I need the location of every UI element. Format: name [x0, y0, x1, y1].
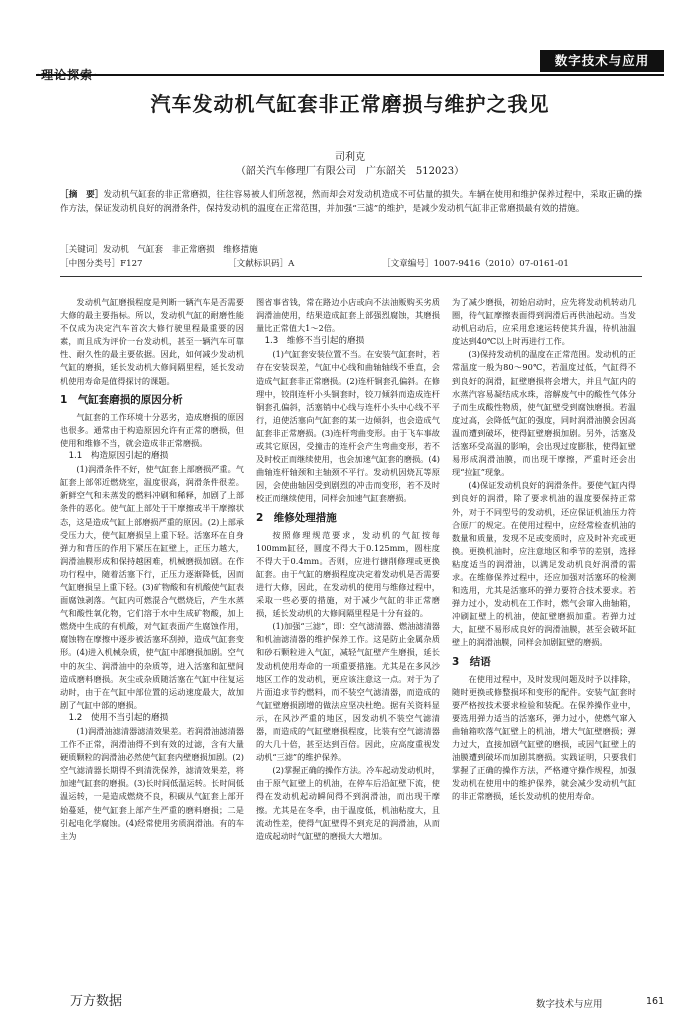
page-number: 161	[646, 996, 665, 1007]
affiliation: （韶关汽车修理厂有限公司 广东韶关 512023）	[235, 166, 465, 177]
paragraph: 按照修理规范要求，发动机的气缸按每100mm缸径，圆度不得大于0.125mm，圆柱度不得大于0.4mm。否则，应进行搪削修理或更换缸套。由于气缸的磨损程度决定着发动机是否需要进行大修，因此，在发动机的使用与维修过程中，采取一些必要的措施，对于减少气缸的非正常磨损，延长发动机的大修间隔里程是十分有益的。	[256, 529, 440, 619]
abstract-text: 发动机气缸套的非正常磨损，往往容易被人们所忽视，然而却会对发动机造成不可估量的损失。车辆在使用和维护保养过程中，采取正确的操作方法，保证发动机良好的润滑条件，保持发动机的温度在正常范围，并加强“三滤”的维护，是减少发动机气缸非正常磨损最有效的措施。	[60, 190, 642, 214]
paragraph: (1)加强“三滤”，即：空气滤清器、燃油滤清器和机油滤清器的维护保养工作。这是防止金属杂质和砂石颗粒进入气缸，减轻气缸壁产生磨损，延长发动机使用寿命的一项重要措施。尤其是在多风沙地区工作的发动机，更应该注意这一点。对于为了片面追求节约燃料，而不装空气滤清器，而造成的气缸壁磨损剧增的做法应坚决杜绝。据有关资料显示，在风沙严重的地区，因发动机不装空气滤清器，而造成的气缸壁磨损程度，比装有空气滤清器的大几十倍，甚至达到百倍。因此，应高度重视发动机“三滤”的维护保养。	[256, 621, 440, 763]
abstract-label: ［摘 要］	[60, 190, 104, 200]
article-title: 汽车发动机气缸套非正常磨损与维护之我见	[150, 92, 550, 116]
section-heading: 2 维修处理措施	[256, 511, 337, 524]
journal-badge: 数字技术与应用	[540, 50, 664, 72]
subsection-heading: 1.3 维修不当引起的磨损	[264, 336, 365, 347]
paragraph: (1)润滑条件不好，使气缸套上部磨损严重。气缸套上部邻近燃烧室，温度很高，润滑条件很差。新鲜空气和未蒸发的燃料冲刷和稀释，加剧了上部条件的恶化。使气缸上部处于干摩擦或半干摩擦状态，这是造成气缸上部磨损严重的原因。(2)上部承受压力大，使气缸磨损呈上重下轻。活塞环在自身弹力和背压的作用下紧压在缸壁上，正压力越大，润滑油膜形成和保持越困难，机械磨损加剧。在作功行程中，随着活塞下行，正压力逐渐降低，因而气缸磨损呈上重下轻。(3)矿物酸和有机酸使气缸表面腐蚀剥落。气缸内可燃混合气燃烧后，产生水蒸气和酸性氧化物，它们溶于水中生成矿物酸，加上燃烧中生成的有机酸，对气缸表面产生腐蚀作用，腐蚀物在摩擦中逐步被活塞环刮掉，造成气缸套变形。(4)进入机械杂质，使气缸中部磨损加剧。空气中的灰尘、润滑油中的杂质等，进入活塞和缸壁间造成磨料磨损。灰尘或杂质随活塞在气缸中往复运动时，由于在气缸中部位置的运动速度最大，故加剧了气缸中部的磨损。	[60, 464, 244, 710]
paragraph: 气缸套的工作环境十分恶劣，造成磨损的原因也很多。通常由于构造原因允许有正常的磨损，但使用和维修不当，就会造成非正常磨损。	[60, 411, 244, 448]
paragraph: 图省事省钱，常在路边小店或向不法油贩购买劣质润滑油使用，结果造成缸套上部强烈腐蚀，其磨损量比正常值大1～2倍。	[256, 297, 440, 334]
body-column-3	[452, 296, 636, 804]
section-heading: 3 结语	[452, 655, 491, 668]
paragraph: 为了减少磨损，初始启动时，应先将发动机转动几圈，待气缸摩擦表面得到润滑后再供油起动。当发动机启动后，应采用怠速运转使其升温，待机油温度达到40℃以上时再进行工作。	[452, 297, 636, 347]
subsection-heading: 1.1 构造原因引起的磨损	[68, 451, 169, 462]
clc-number: ［中图分类号］F127	[60, 259, 143, 269]
body-column-2	[256, 296, 440, 843]
paragraph: (2)掌握正确的操作方法。冷车起动发动机时，由于原气缸壁上的机油，在停车后沿缸壁下流，使得在发动机起动瞬间得不到润滑油，而出现干摩擦。尤其是在冬季，由于温度低，机油粘度大，且流动性差，使得气缸壁得不到充足的润滑油，从而造成起动时气缸壁的磨损大大增加。	[256, 765, 440, 841]
paragraph: 发动机气缸磨损程度是判断一辆汽车是否需要大修的最主要指标。所以，发动机气缸的耐磨性能不仅成为决定汽车首次大修行驶里程最重要的因素，而且成为评价一台发动机，甚至一辆汽车可靠性、耐久性的最主要依据。因此，如何减少发动机气缸的磨损，延长发动机大修间隔里程，延长发动机使用寿命是值得探讨的课题。	[60, 297, 244, 386]
paragraph: 在使用过程中，及时发现问题及时予以排除，随时更换或修整损坏和变形的配件。安装气缸套时要严格按技术要求检验和装配。在保养操作业中，要选用弹力适当的活塞环，弹力过小，使燃气窜入曲轴箱吹落气缸壁上的机油，增大气缸壁磨损；弹力过大，直接加剧气缸壁的磨损，或因气缸壁上的油膜遭到破坏而加剧其磨损。实践证明，只要我们掌握了正确的操作方法，严格遵守操作规程，加强发动机在使用中的维护保养，就会减少发动机气缸的非正常磨损，延长发动机的使用寿命。	[452, 673, 636, 802]
article-number: ［文章编号］1007-9416（2010）07-0161-01	[382, 259, 569, 269]
document-code: ［文献标识码］A	[228, 259, 295, 269]
meta-rule	[60, 276, 642, 277]
header-rule	[36, 74, 664, 76]
watermark: 万方数据	[70, 994, 123, 1009]
abstract	[60, 188, 642, 216]
paragraph: (4)保证发动机良好的润滑条件。要使气缸内得到良好的润滑，除了要求机油的温度要保持正常外，对于不同型号的发动机，还应保证机油压力符合原厂的规定。在使用过程中，应经常检查机油的数量和质量，发现不足或变质时，应及时补充或更换。更换机油时，应注意地区和季节的差别，选择粘度适当的润滑油，以满足发动机良好润滑的需求。在维修保养过程中，还应加强对活塞环的检测和选用，尤其是活塞环的弹力要符合技术要求。若弹力过小，发动机在工作时，燃气会窜入曲轴箱，冲刷缸壁上的机油，使缸壁磨损加重。若弹力过大，缸壁不易形成良好的润滑油膜，甚至会破坏缸壁上的润滑油膜，同样会加剧缸壁的磨损。	[452, 480, 636, 648]
paragraph: (3)保持发动机的温度在正常范围。发动机的正常温度一般为80～90℃，若温度过低，气缸得不到良好的润滑，缸壁磨损将会增大，并且气缸内的水蒸汽容易凝结成水珠，溶解废气中的酸性气体分子而生成酸性物质，使气缸壁受到腐蚀磨损。若温度过高，会降低气缸的强度，同时润滑油膜会因高温而遭到破坏，使得缸壁磨损加剧。另外，活塞及活塞环受高温的影响，会出现过度膨胀，使得缸壁易形成润滑油膜，而出现干摩擦，严重时还会出现“拉缸”现象。	[452, 349, 636, 478]
footer-journal: 数字技术与应用	[536, 999, 603, 1010]
paragraph: (1)润滑油滤清器滤清效果差。若润滑油滤清器工作不正常，润滑油得不到有效的过滤，含有大量硬质颗粒的润滑油必然使气缸套内壁磨损加剧。(2)空气滤清器长期得不到清洗保养，滤清效果差，将加速气缸套的磨损。(3)长时间低温运转。长时间低温运转，一是造成燃烧不良，积碳从气缸套上部开始蔓延，使气缸套上部产生严重的磨料磨损；二是引起电化学腐蚀。(4)经常使用劣质润滑油。有的车主为	[60, 726, 244, 841]
section-heading: 1 气缸套磨损的原因分析	[60, 393, 183, 406]
paragraph: (1)气缸套安装位置不当。在安装气缸套时，若存在安装误差，气缸中心线和曲轴轴线不垂直，会造成气缸套非正常磨损。(2)连杆铜套孔偏斜。在修理中，铰削连杆小头铜套时，铰刀倾斜而造成连杆铜套孔偏斜，活塞销中心线与连杆小头中心线不平行，迫使活塞向气缸套的某一边倾斜，也会造成气缸套非正常磨损。(3)连杆弯曲变形。由于飞车事故或其它原因，受撞击的连杆会产生弯曲变形，若不及时校正而继续使用，也会加速气缸套的磨损。(4)曲轴连杆轴颈和主轴颈不平行。发动机因烧瓦等原因，会使曲轴因受到剧烈的冲击而变形，若不及时校正而继续使用，同样会加速气缸套磨损。	[256, 349, 440, 504]
author: 司利克	[335, 152, 365, 163]
body-column-1	[60, 296, 244, 843]
keywords: ［关键词］发动机 气缸套 非正常磨损 维修措施	[60, 245, 258, 255]
subsection-heading: 1.2 使用不当引起的磨损	[68, 712, 169, 723]
